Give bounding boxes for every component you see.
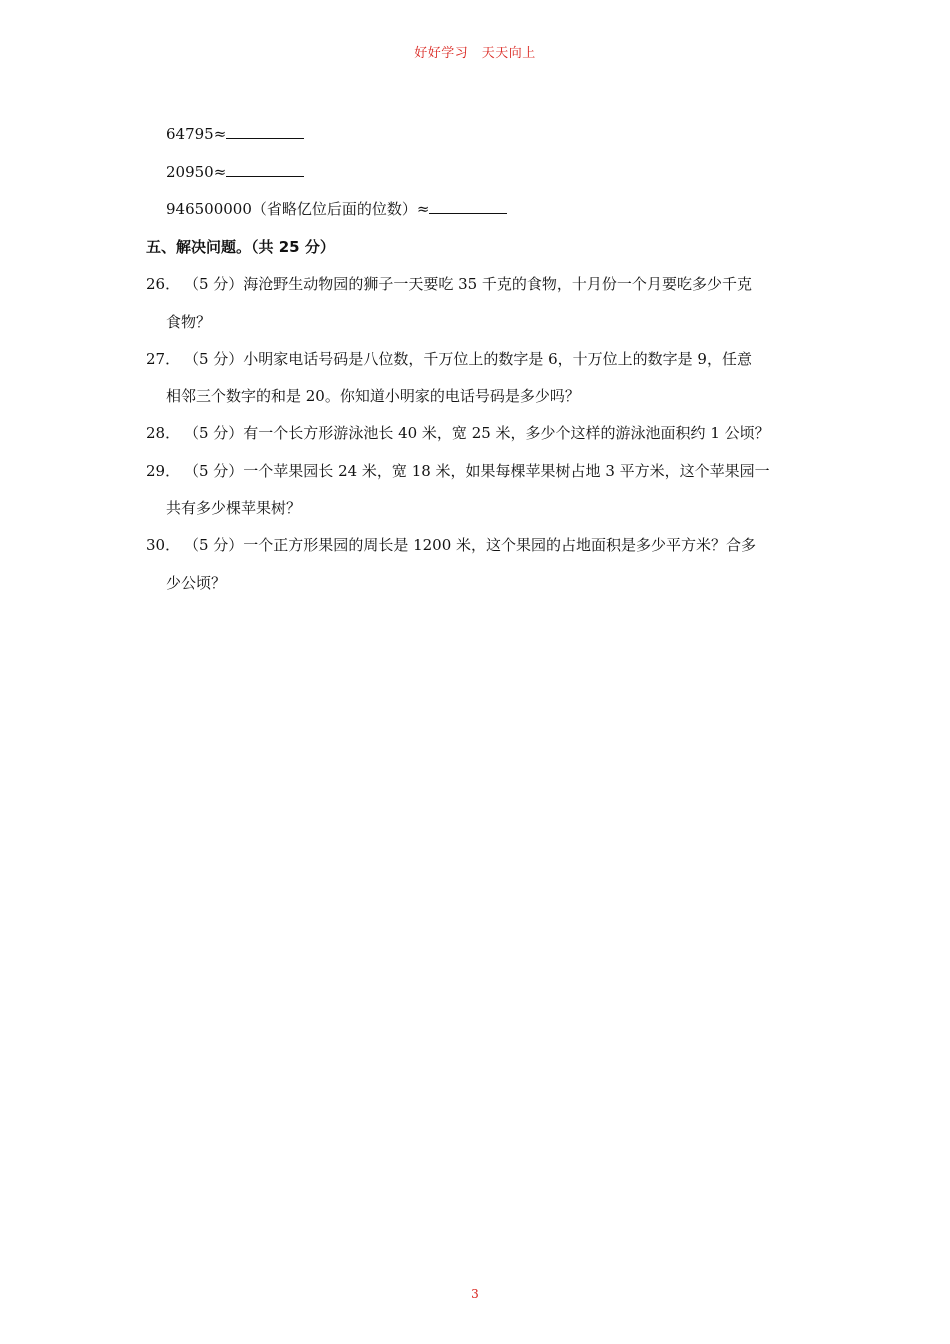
question-30 xyxy=(146,535,756,555)
rounding-item-3 xyxy=(166,199,507,219)
question-26-continued: 食物？ xyxy=(166,313,212,331)
question-number: 27． xyxy=(146,350,181,368)
question-number: 30． xyxy=(146,536,181,554)
question-text: （5 分）小明家电话号码是八位数，千万位上的数字是 6，十万位上的数字是 9，任意 xyxy=(184,350,752,368)
question-27 xyxy=(146,349,752,369)
answer-blank[interactable] xyxy=(226,162,304,177)
question-30-continued: 少公顷？ xyxy=(166,574,227,592)
answer-blank[interactable] xyxy=(226,124,304,139)
question-28 xyxy=(146,423,770,443)
question-text: （5 分）一个正方形果园的周长是 1200 米，这个果园的占地面积是多少平方米？合多 xyxy=(184,536,757,554)
rounding-expression: 946500000（省略亿位后面的位数）≈ xyxy=(166,200,430,218)
question-number: 28． xyxy=(146,424,181,442)
question-number: 26． xyxy=(146,275,181,293)
section-title: 五、解决问题。（共 25 分） xyxy=(146,238,335,256)
rounding-expression: 64795≈ xyxy=(166,125,227,143)
page-header: 好好学习 天天向上 xyxy=(414,46,536,61)
question-text: （5 分）海沧野生动物园的狮子一天要吃 35 千克的食物，十月份一个月要吃多少千克 xyxy=(184,275,752,293)
question-29-continued: 共有多少棵苹果树？ xyxy=(166,499,302,517)
question-text: （5 分）有一个长方形游泳池长 40 米，宽 25 米，多少个这样的游泳池面积约 1 公顷？ xyxy=(184,424,770,442)
page-number: 3 xyxy=(471,1287,479,1301)
question-29 xyxy=(146,461,770,481)
question-text: （5 分）一个苹果园长 24 米，宽 18 米，如果每棵苹果树占地 3 平方米，这个苹果园一 xyxy=(184,462,770,480)
rounding-expression: 20950≈ xyxy=(166,163,227,181)
question-26 xyxy=(146,274,752,294)
answer-blank[interactable] xyxy=(429,199,507,214)
rounding-item-2 xyxy=(166,162,304,182)
question-27-continued: 相邻三个数字的和是 20。你知道小明家的电话号码是多少吗？ xyxy=(166,387,580,405)
rounding-item-1 xyxy=(166,124,304,144)
question-number: 29． xyxy=(146,462,181,480)
